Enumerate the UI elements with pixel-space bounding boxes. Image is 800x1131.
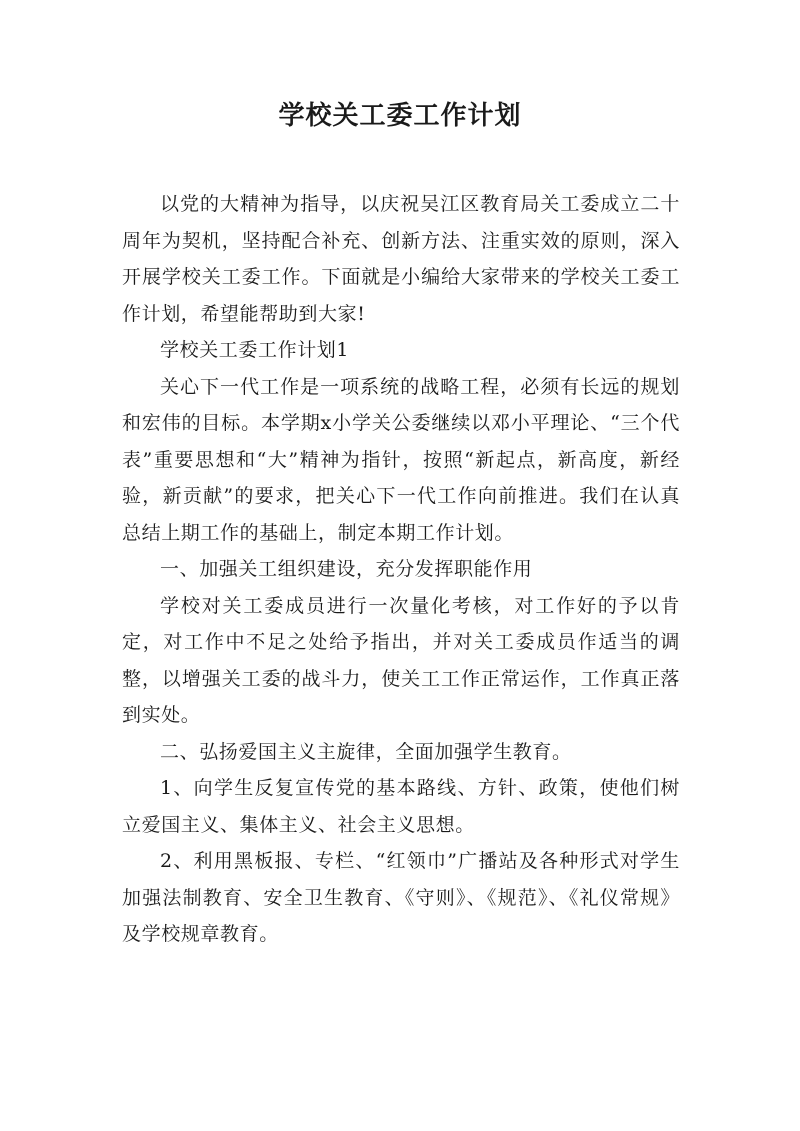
paragraph-item-1: 1、向学生反复宣传党的基本路线、方针、政策，使他们树立爱国主义、集体主义、社会主义思想。 — [122, 777, 680, 836]
paragraph-intro: 以党的大精神为指导，以庆祝吴江区教育局关工委成立二十周年为契机，坚持配合补充、创新方法、注重实效的原则，深入开展学校关工委工作。下面就是小编给大家带来的学校关工委工作计划，希望能帮助到大家! — [122, 193, 680, 325]
document-title: 学校关工委工作计划 — [278, 101, 522, 131]
document-body — [122, 186, 680, 953]
paragraph-item-2: 2、利用黑板报、专栏、“红领巾”广播站及各种形式对学生加强法制教育、安全卫生教育、《守则》、《规范》、《礼仪常规》及学校规章教育。 — [122, 850, 680, 945]
paragraph-section-1: 学校对关工委成员进行一次量化考核，对工作好的予以肯定，对工作中不足之处给予指出，并对关工委成员作适当的调整，以增强关工委的战斗力，使关工工作正常运作，工作真正落到实处。 — [122, 594, 680, 726]
paragraph-plan-1-overview: 关心下一代工作是一项系统的战略工程，必须有长远的规划和宏伟的目标。本学期x小学关公委继续以邓小平理论、“三个代表”重要思想和“大”精神为指针，按照“新起点，新高度，新经验，新贡献”的要求，把关心下一代工作向前推进。我们在认真总结上期工作的基础上，制定本期工作计划。 — [122, 375, 680, 544]
section-heading-2: 二、弘扬爱国主义主旋律，全面加强学生教育。 — [160, 740, 572, 763]
section-heading-plan-1: 学校关工委工作计划1 — [160, 339, 350, 361]
section-heading-1: 一、加强关工组织建设，充分发挥职能作用 — [160, 558, 533, 580]
